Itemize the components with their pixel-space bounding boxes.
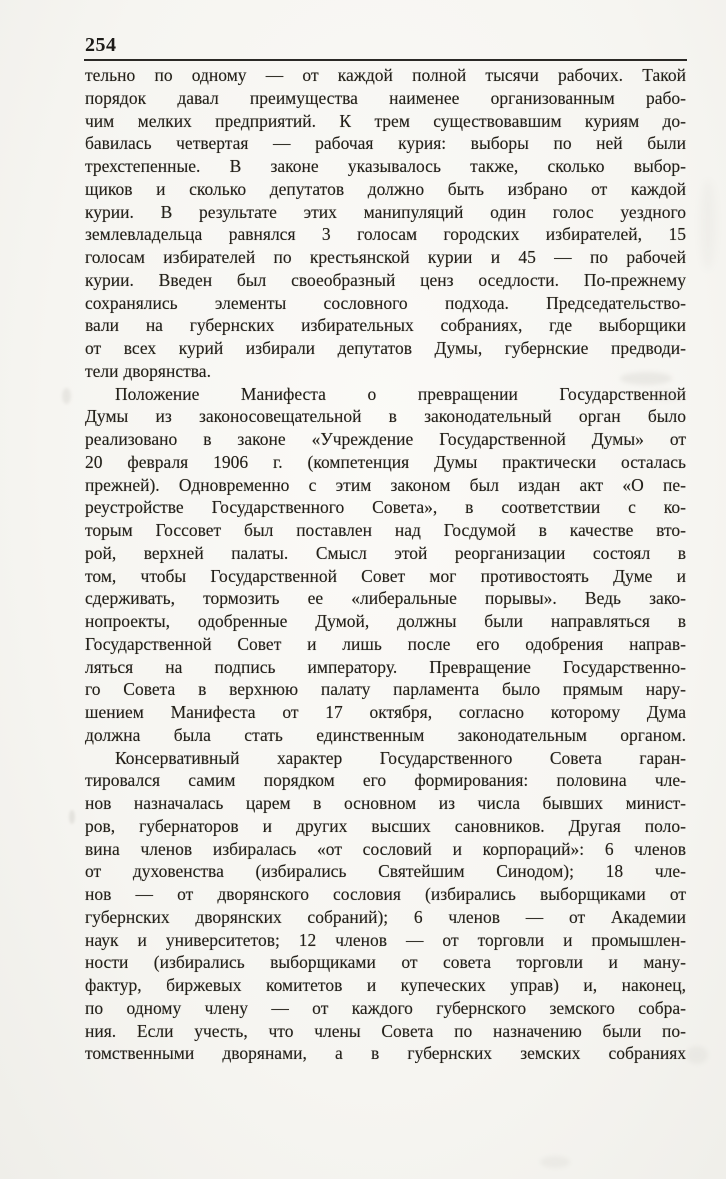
text-line: должна была стать единственным законодательным органом. (85, 724, 686, 745)
text-line: щиков и сколько депутатов должно быть избрано от каждой (85, 178, 686, 199)
text-line: голосам избирателей по крестьянской курии и 45 — по рабочей (85, 247, 686, 267)
scan-artifact (62, 388, 71, 404)
text-line: ния. Если учесть, что члены Совета по назначению были по- (85, 1020, 686, 1041)
text-line: рой, верхней палаты. Смысл этой реорганизации состоял в (85, 542, 686, 563)
text-line: наук и университетов; 12 членов — от торговли и промышлен- (85, 929, 686, 950)
text-line: Консервативный характер Государственного Совета гаран- (115, 747, 686, 768)
scan-artifact (540, 1156, 570, 1168)
text-line: бавилась четвертая — рабочая курия: выборы по ней были (85, 133, 686, 154)
text-line: курии. Введен был своеобразный ценз оседлости. По-прежнему (85, 269, 686, 290)
text-line: ности (избирались выборщиками от совета торговли и ману- (85, 952, 686, 973)
text-line: Государственной Совет и лишь после его одобрения направ- (85, 633, 686, 654)
text-line: по одному члену — от каждого губернского земского собра- (85, 997, 686, 1018)
text-line: землевладельца равнялся 3 голосам городских избирателей, 15 (85, 224, 686, 245)
page-number: 254 (85, 34, 117, 56)
text-line: порядок давал преимущества наименее организованным рабо- (85, 87, 686, 108)
text-line: от духовенства (избирались Святейшим Синодом); 18 чле- (85, 861, 686, 882)
text-line: сохранялись элементы сословного подхода. Председательство- (85, 292, 686, 313)
text-line: губернских дворянских собраний); 6 членов — от Академии (85, 906, 686, 927)
text-line: томственными дворянами, а в губернских земских собраниях (85, 1043, 686, 1064)
text-line: го Совета в верхнюю палату парламента было прямым нару- (85, 679, 686, 700)
paragraph (85, 64, 686, 383)
text-line: тельно по одному — от каждой полной тысячи рабочих. Такой (85, 65, 686, 85)
text-line: тировался самим порядком его формирования: половина чле- (85, 770, 686, 791)
text-line: Думы из законосовещательной в законодательный орган было (85, 406, 686, 427)
paragraph (85, 747, 686, 1066)
text-line: вали на губернских избирательных собраниях, где выборщики (85, 315, 686, 336)
text-line: нов — от дворянского сословия (избирались выборщиками от (85, 884, 686, 904)
text-line: реализовано в законе «Учреждение Государственной Думы» от (85, 429, 686, 449)
text-line: трехстепенные. В законе указывалось также, сколько выбор- (85, 156, 686, 176)
scan-artifact (700, 180, 716, 270)
scan-artifact (69, 810, 75, 824)
text-line: 20 февраля 1906 г. (компетенция Думы практически осталась (85, 451, 686, 472)
text-line: нов назначалась царем в основном из числа бывших минист- (85, 793, 686, 813)
text-line: том, чтобы Государственной Совет мог противостоять Думе и (85, 565, 686, 586)
text-line: ляться на подпись императору. Превращение Государственно- (85, 656, 686, 677)
text-line: нопроекты, одобренные Думой, должны были направляться в (85, 611, 686, 631)
text-line: фактур, биржевых комитетов и купеческих управ) и, наконец, (85, 975, 686, 995)
text-line: реустройстве Государственного Совета», в соответствии с ко- (85, 497, 686, 518)
text-line: от всех курий избирали депутатов Думы, губернские предводи- (85, 338, 686, 358)
text-line: курии. В результате этих манипуляций один голос уездного (85, 201, 686, 222)
scan-artifact (686, 1046, 708, 1064)
text-line: прежней). Одновременно с этим законом был издан акт «О пе- (85, 474, 686, 495)
text-line: торым Госсовет был поставлен над Госдумой в качестве вто- (85, 520, 686, 540)
paragraph (85, 383, 686, 747)
body-text (85, 64, 686, 1065)
text-line: ров, губернаторов и других высших сановников. Другая поло- (85, 815, 686, 836)
text-line: сдерживать, тормозить ее «либеральные порывы». Ведь зако- (85, 588, 686, 609)
header-rule (84, 59, 687, 61)
text-line: тели дворянства. (85, 360, 211, 381)
text-line: Положение Манифеста о превращении Государственной (115, 383, 686, 404)
text-line: вина членов избиралась «от сословий и корпораций»: 6 членов (85, 838, 686, 859)
text-line: шением Манифеста от 17 октября, согласно которому Дума (85, 702, 686, 722)
text-line: чим мелких предприятий. К трем существовавшим куриям до- (85, 110, 686, 131)
